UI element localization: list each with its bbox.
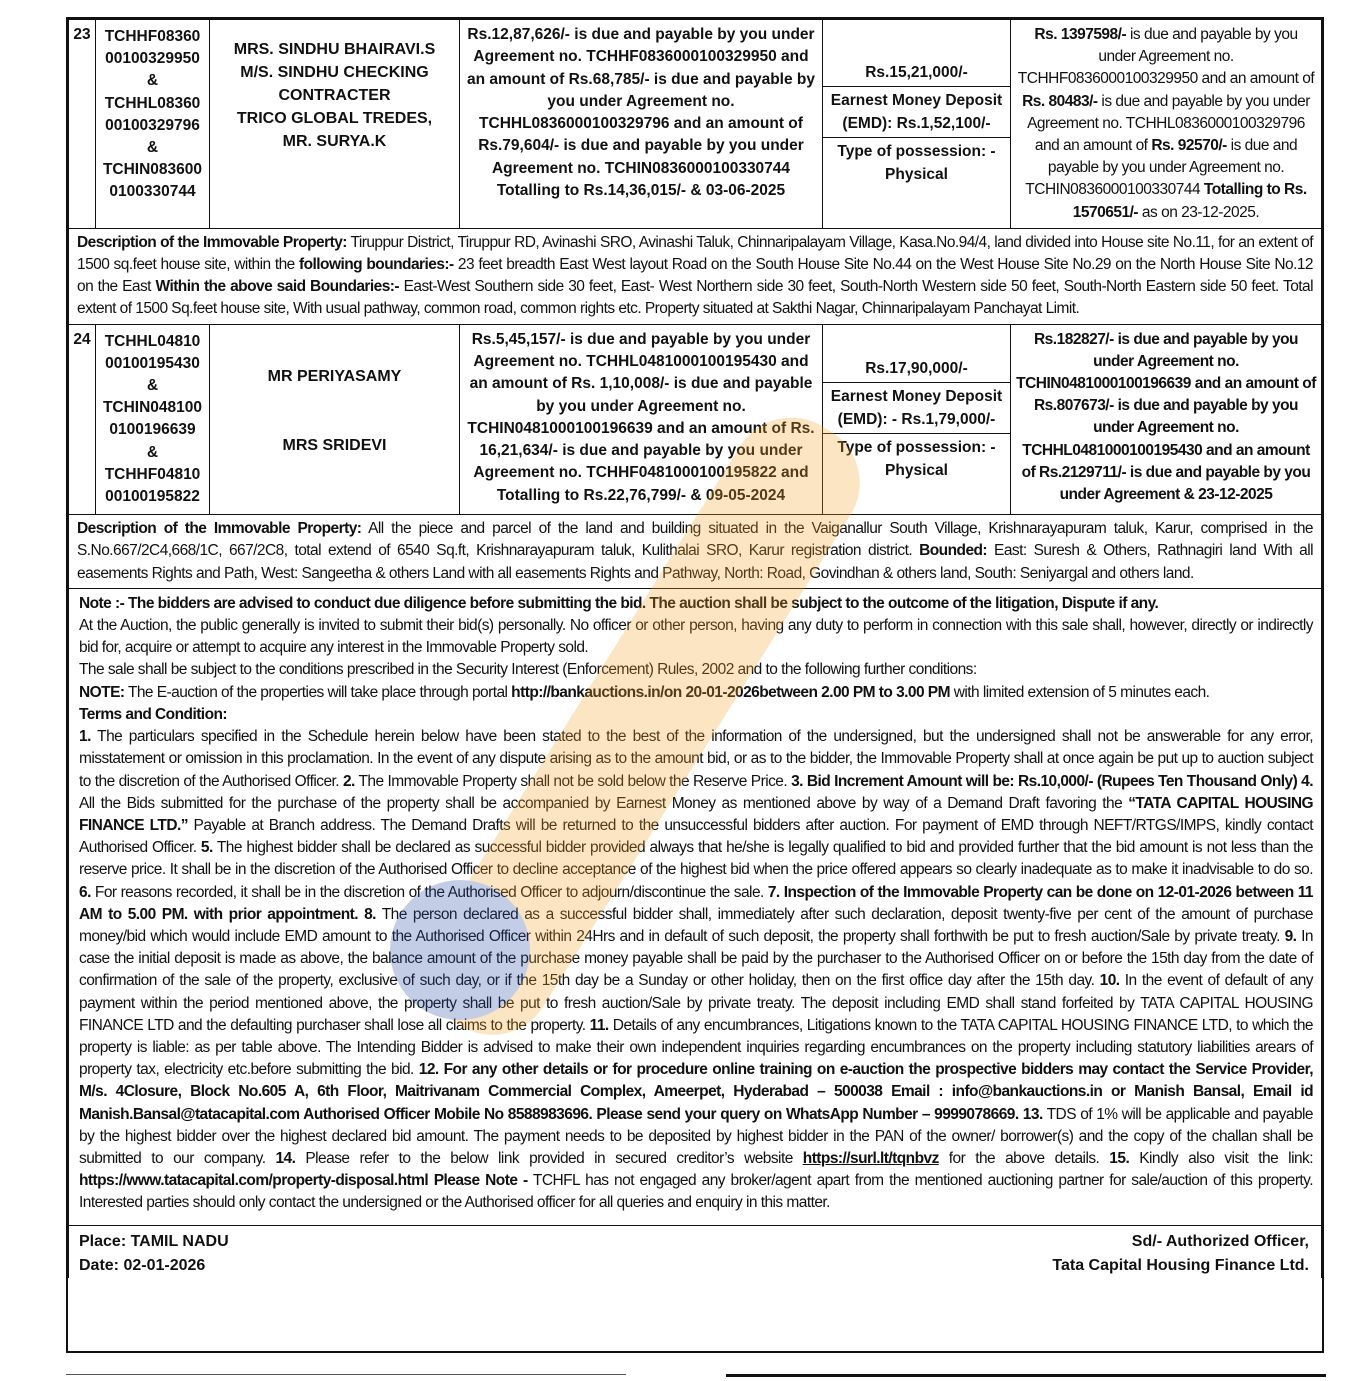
- loan-line: 0100196639: [109, 421, 196, 439]
- company-name: Tata Capital Housing Finance Ltd.: [1052, 1256, 1309, 1274]
- bold-run: 3. Bid Increment Amount will be: Rs.10,000/- (Rupees Ten Thousand Only) 4.: [791, 772, 1313, 790]
- diligence-note: Note :- The bidders are advised to conduct due diligence before submitting the bid. The auction shall be subject to the outcome of the litigation, Dispute if any.: [79, 594, 1159, 612]
- bold-run: following boundaries:-: [299, 256, 454, 274]
- loan-line: 00100195822: [105, 488, 200, 506]
- emd-amount: Earnest Money Deposit (EMD): - Rs.1,79,000/-: [823, 382, 1010, 433]
- bold-run: NOTE:: [79, 683, 125, 701]
- outstanding-amount: Rs.182827/- is due and payable by you under Agreement no. TCHIN0481000100196639 and an amount of Rs.807673/- is due and payable by you under Agreement no. TCHHL0481000100195430 and an amount of Rs.2129711/- is due and payable by you under Agreement & 23-12-2025: [1011, 324, 1322, 515]
- bold-run: Within the above said Boundaries:-: [155, 278, 400, 296]
- eauction-note: [79, 682, 1313, 704]
- loan-line: 00100329796: [105, 116, 200, 134]
- reserve-price: Rs.15,21,000/-: [865, 64, 968, 82]
- outstanding-text: [1018, 26, 1314, 221]
- demand-notice: Rs.5,45,157/- is due and payable by you under Agreement no. TCHHL0481000100195430 and an amount of Rs. 1,10,008/- is due and payable by you under Agreement no. TCHIN0481000100196639 and an amount of Rs. 16,21,634/- is due and payable by you under Agreement no. TCHHF0481000100195822 and Totalling to Rs.22,76,799/- & 09-05-2024: [460, 324, 823, 515]
- text-run: for the above details.: [938, 1149, 1110, 1167]
- text-run: East-West Southern side 30 feet, East- West Northern side 30 feet, South-North Western side 50 feet, South-North Eastern side 50 feet. Total extent of 1500 Sq.feet house site, With usual pathway, common road, common rights etc. Property situated at Sakthi Nagar, Chinnaripalayam Panchayat Limit.: [77, 278, 1313, 318]
- rules-paragraph: The sale shall be subject to the conditions prescribed in the Security Interest (Enforcement) Rules, 2002 and to the following further conditions:: [79, 661, 977, 679]
- bold-run: Description of the Immovable Property:: [77, 520, 362, 538]
- text-run: All the piece and parcel of the land and building situated in the Vaiganallur South Village, Krishnarayapuram taluk, Karur, comprised in the S.No.667/2C4,668/1C, 667/2C8, total extend of 6540 Sq.ft, Krishnarayapuram taluk, Kulithalai SRO, Karur registration district.: [77, 520, 1313, 560]
- bold-run: Totalling to Rs. 1570651/-: [1072, 181, 1307, 221]
- terms-section: [69, 588, 1322, 1225]
- loan-line: 00100329950: [105, 50, 200, 68]
- loan-line: TCHHF04810: [104, 465, 201, 483]
- place: Place: TAMIL NADU: [79, 1232, 229, 1250]
- bold-run: Bounded:: [919, 542, 988, 560]
- loan-line: 00100195430: [105, 354, 200, 372]
- bold-run: 12. For any other details or for procedure online training on e-auction the prospective bidders may contact the Service Provider, M/s. 4Closure, Block No.605 A, 6th Floor, Maitrivanam Commercial Complex, Ameerpet, Hyderabad – 500038 Email : info@bankauctions.in or Manish Bansal, Email id Manish.Bansal@tatacapital.com Authorised Officer Mobile No 8588983696. Please send your query on WhatsApp Number – 9999078669. 13.: [79, 1061, 1313, 1123]
- loan-numbers: [96, 20, 210, 229]
- borrower-names: [210, 324, 460, 515]
- signature-block: [79, 1215, 1313, 1219]
- bottom-rule: [66, 1374, 626, 1375]
- reserve-price-cell: [823, 324, 1011, 515]
- bold-run: 6.: [79, 883, 91, 901]
- property-text: [77, 234, 1313, 318]
- loan-line: TCHHL04810: [104, 332, 201, 350]
- place-date: [79, 1230, 229, 1278]
- outstanding-amount: [1011, 20, 1322, 229]
- text-run: Kindly also visit the link:: [1129, 1149, 1313, 1167]
- possession-type: Type of possession: - Physical: [823, 137, 1010, 188]
- text-run: Tiruppur District, Tiruppur RD, Avinashi SRO, Avinashi Taluk, Chinnaripalayam Village, Kasa.No.94/4, land divided into House site No.11, for an extent of 1500 sq.feet house site, within the: [77, 233, 1313, 274]
- reserve-price-cell: [823, 20, 1011, 229]
- text-run: The Immovable Property shall not be sold below the Reserve Price.: [354, 772, 792, 790]
- loan-line: &: [146, 72, 159, 90]
- loan-line: &: [146, 139, 159, 157]
- text-run: The highest bidder shall be declared as successful bidder provided always that he/she is legally qualified to bid and provided further that the bid amount is not less than the reserve price. It shall be in the discretion of the Authorised Officer to decline acceptance of the highest bid when the price offered appears so clearly inadequate as to make it inadvisable to do so.: [79, 839, 1313, 879]
- borrower-name: MRS. SINDHU BHAIRAVI.S: [233, 41, 436, 58]
- loan-numbers: [96, 324, 210, 515]
- bold-run: 2.: [342, 772, 355, 790]
- bold-run: 15.: [1109, 1149, 1130, 1167]
- table-row: [69, 228, 1322, 324]
- schedule-table: [68, 19, 1322, 1278]
- auction-paragraph: At the Auction, the public generally is invited to submit their bid(s) personally. No officer or other person, having any duty to perform in connection with this sale shall, however, directly or indirectly bid for, acquire or attempt to acquire any interest in the Immovable Property sold.: [79, 617, 1313, 657]
- text-run: TCHFL has not engaged any broker/agent apart from the mentioned auctioning partner for sale/auction of this property. Interested parties should only contact the undersigned or the Authorised officer for all queries and enquiry in this matter.: [79, 1172, 1313, 1212]
- property-description: [69, 515, 1322, 589]
- signed-by: Sd/- Authorized Officer,: [1131, 1232, 1309, 1250]
- terms-text: [79, 726, 1313, 1214]
- text-run: East: Suresh & Others, Rathnagiri land With all easements Rights and Path, West: Sangeetha & others Land with all easements Rights and Pathway, North: Road, Govindhan & others land, South: Seniyargal and others land.: [77, 542, 1314, 582]
- text-run: Payable at Branch address. The Demand Drafts will be returned to the unsuccessful bidders after auction. For payment of EMD through NEFT/RTGS/IMPS, kindly contact Authorised Officer.: [79, 816, 1313, 857]
- text-run: For reasons recorded, it shall be in the discretion of the Authorised Officer to adjourn/discontinue the sale.: [90, 883, 768, 901]
- table-row: [69, 515, 1322, 589]
- spacer: [214, 388, 455, 434]
- bold-run: 14.: [275, 1149, 296, 1167]
- terms-heading: Terms and Condition:: [79, 705, 228, 723]
- bold-run: Description of the Immovable Property:: [77, 233, 347, 251]
- possession-type: Type of possession: - Physical: [823, 433, 1010, 484]
- text-run: is due and payable by you under Agreement no. TCHHL0836000100329796 and an amount of: [1027, 92, 1310, 155]
- loan-line: 0100330744: [109, 183, 196, 201]
- text-run: as on 23-12-2025.: [1138, 203, 1260, 221]
- property-description: [69, 228, 1322, 324]
- borrower-name: MR. SURYA.K: [282, 133, 387, 150]
- table-row: [69, 588, 1322, 1225]
- footer-cell: [69, 1225, 1322, 1278]
- text-run: Details of any encumbrances, Litigations known to the TATA CAPITAL HOUSING FINANCE LTD, to which the property is liable: as per table above. The Intending Bidder is advised to make their own independent inquiries regarding encumbrances on the property including statutory liabilities arears of property tax, electricity etc.before submitting the bid.: [79, 1016, 1313, 1079]
- bold-run: http://bankauctions.in/on 20-01-2026between 2.00 PM to 3.00 PM: [511, 683, 950, 701]
- bold-run: Rs. 92570/-: [1151, 137, 1227, 155]
- row-number: 24: [69, 324, 96, 515]
- text-run: is due and payable by you under Agreement no. TCHHF0836000100329950 and an amount of: [1017, 26, 1315, 88]
- table-row: [69, 20, 1322, 229]
- bold-run: 7. Inspection of the Immovable Property can be done on 12-01-2026 between 11 AM to 5.00 PM. with prior appointment. 8.: [79, 883, 1313, 923]
- borrower-name: CONTRACTER: [278, 87, 391, 104]
- borrower-names: [210, 20, 460, 229]
- text-run: In case the initial deposit is made as above, the balance amount of the purchase money payable shall be paid by the purchaser to the Authorised Officer on or before the 15th day from the date of confirmation of the sale of the property, exclusive of such day, or if the 15th day be a Sunday or other holiday, then on the first office day after the 15th day.: [79, 927, 1313, 990]
- text-run: Please refer to the below link provided in secured creditor’s website: [295, 1149, 803, 1167]
- bold-run: 11.: [589, 1016, 609, 1034]
- property-text: [77, 520, 1313, 581]
- table-row: [69, 1225, 1322, 1278]
- text-run: The particulars specified in the Schedule herein below have been stated to the best of the information of the undersigned, but the undersigned shall not be answerable for any error, misstatement or omission in this proclamation. In the event of any dispute arising as to the amount bid, or as to the bidder, the Immovable Property shall at once again be put up to auction subject to the discretion of the Authorised Officer.: [79, 728, 1313, 790]
- reserve-price: Rs.17,90,000/-: [865, 359, 968, 377]
- bold-run: https://www.tatacapital.com/property-disposal.html: [79, 1172, 429, 1190]
- borrower-name: MR PERIYASAMY: [267, 367, 402, 385]
- text-run: is due and payable by you under Agreement no. TCHIN0836000100330744: [1025, 137, 1298, 199]
- text-run: In the event of default of any payment within the period mentioned above, the property shall be put to fresh auction/Sale by private treaty. The deposit including EMD shall stand forfeited by TATA CAPITAL HOUSING FINANCE LTD and the defaulting purchaser shall lose all claims to the property.: [79, 972, 1314, 1034]
- loan-line: TCHIN083600: [102, 161, 203, 179]
- bold-run: Rs. 80483/-: [1022, 92, 1098, 110]
- bottom-rule-thick: [726, 1374, 1326, 1377]
- bold-run: “TATA CAPITAL HOUSING FINANCE LTD.”: [79, 794, 1313, 834]
- borrower-name: TRICO GLOBAL TREDES,: [236, 110, 433, 127]
- text-run: All the Bids submitted for the purchase of the property shall be accompanied by Earnest Money as mentioned above by way of a Demand Draft favoring the: [79, 794, 1129, 812]
- bold-run: 5.: [200, 839, 213, 857]
- date: Date: 02-01-2026: [79, 1256, 206, 1274]
- text-run: TDS of 1% will be applicable and payable by the highest bidder over the highest declared bid amount. The payment needs to be deposited by highest bidder in the PAN of the owner/ borrower(s) and the copy of the challan shall be submitted to our company.: [79, 1105, 1313, 1167]
- watermark-shape: ⁠⁠⁠⁠⁠⁠: [668, 1132, 837, 1238]
- emd-amount: Earnest Money Deposit (EMD): Rs.1,52,100/-: [823, 86, 1010, 137]
- bold-run: Please Note -: [433, 1172, 528, 1190]
- loan-line: TCHIN048100: [102, 399, 203, 417]
- bold-run: 1.: [79, 728, 91, 746]
- text-run: The person declared as a successful bidder shall, immediately after such declaration, deposit twenty-five per cent of the amount of purchase money/bid which would include EMD amount to the Authorised Officer within 24Hrs and in default of such deposit, the property shall forthwith be put to fresh auction/Sale by private treaty.: [79, 905, 1313, 945]
- demand-notice: Rs.12,87,626/- is due and payable by you under Agreement no. TCHHF0836000100329950 and an amount of Rs.68,785/- is due and payable by you under Agreement no. TCHHL0836000100329796 and an amount of Rs.79,604/- is due and payable by you under Agreement no. TCHIN0836000100330744 Totalling to Rs.14,36,015/- & 03-06-2025: [460, 20, 823, 229]
- auction-notice: [66, 17, 1324, 1353]
- table-row: [69, 324, 1322, 515]
- bold-run: 10.: [1099, 972, 1120, 990]
- text-run: 23 feet breadth East West layout Road on the South House Site No.44 on the West House Site No.29 on the North House Site No.12 on the East: [77, 256, 1313, 296]
- row-number: 23: [69, 20, 96, 229]
- loan-line: &: [146, 377, 159, 395]
- footer: [69, 1226, 1321, 1278]
- loan-line: TCHHL08360: [104, 94, 201, 112]
- loan-line: TCHHF08360: [104, 28, 201, 45]
- borrower-name: M/S. SINDHU CHECKING: [240, 64, 429, 81]
- text-run: with limited extension of 5 minutes each.: [949, 683, 1210, 701]
- bold-run: 9.: [1284, 927, 1297, 945]
- text-run: The E-auction of the properties will take place through portal: [124, 683, 512, 701]
- authorized-signatory: [1052, 1230, 1309, 1278]
- loan-line: &: [146, 443, 159, 461]
- bold-run: Rs. 1397598/-: [1034, 26, 1127, 43]
- bold-run[interactable]: https://surl.lt/tqnbvz: [802, 1149, 939, 1167]
- borrower-name: MRS SRIDEVI: [282, 436, 387, 454]
